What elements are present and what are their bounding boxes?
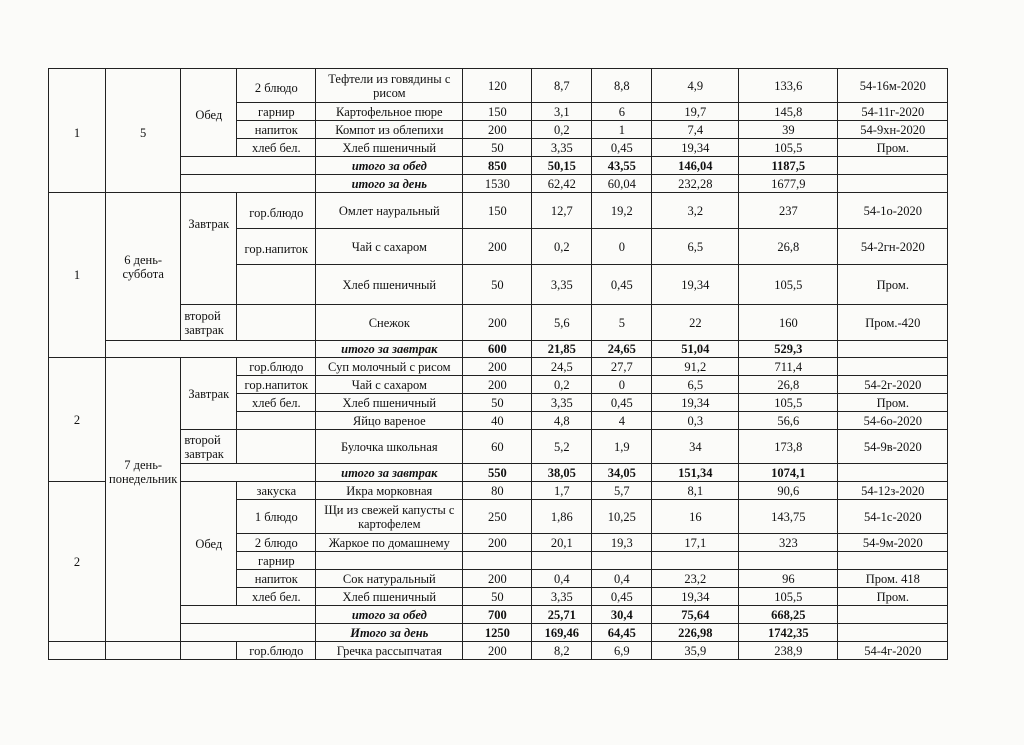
dish-cell — [316, 552, 463, 570]
fat-cell: 1 — [592, 121, 652, 139]
output-cell: 850 — [463, 157, 532, 175]
meal-cell — [181, 642, 237, 660]
carbs-cell: 19,34 — [652, 265, 739, 305]
output-cell: 200 — [463, 642, 532, 660]
fat-cell: 6,9 — [592, 642, 652, 660]
carbs-cell: 6,5 — [652, 229, 739, 265]
empty-cell — [106, 341, 316, 358]
carbs-cell: 75,64 — [652, 606, 739, 624]
energy-cell: 105,5 — [739, 588, 838, 606]
protein-cell: 0,2 — [532, 376, 592, 394]
recipe-cell: 54-2г-2020 — [838, 376, 948, 394]
carbs-cell: 35,9 — [652, 642, 739, 660]
empty-cell — [181, 175, 316, 193]
table-row — [49, 606, 948, 624]
energy-cell: 1742,35 — [739, 624, 838, 642]
category-cell: гарнир — [237, 552, 316, 570]
fat-cell: 5,7 — [592, 482, 652, 500]
week-day-cell: 6 день-суббота — [106, 193, 181, 341]
category-cell: напиток — [237, 121, 316, 139]
recipe-cell: 54-1с-2020 — [838, 500, 948, 534]
recipe-cell: 54-9хн-2020 — [838, 121, 948, 139]
fat-cell: 0,4 — [592, 570, 652, 588]
dish-cell: Компот из облепихи — [316, 121, 463, 139]
energy-cell: 711,4 — [739, 358, 838, 376]
fat-cell: 34,05 — [592, 464, 652, 482]
output-cell: 200 — [463, 376, 532, 394]
fat-cell: 6 — [592, 103, 652, 121]
fat-cell: 4 — [592, 412, 652, 430]
category-cell: 2 блюдо — [237, 534, 316, 552]
dish-cell: Сок натуральный — [316, 570, 463, 588]
category-cell: гор.напиток — [237, 376, 316, 394]
empty-cell — [181, 157, 316, 175]
carbs-cell: 4,9 — [652, 69, 739, 103]
carbs-cell: 34 — [652, 430, 739, 464]
dish-cell: Булочка школьная — [316, 430, 463, 464]
output-cell: 200 — [463, 570, 532, 588]
output-cell — [463, 552, 532, 570]
category-cell — [237, 305, 316, 341]
energy-cell: 90,6 — [739, 482, 838, 500]
table-row — [49, 69, 948, 103]
dish-cell: Хлеб пшеничный — [316, 139, 463, 157]
fat-cell: 8,8 — [592, 69, 652, 103]
fat-cell: 60,04 — [592, 175, 652, 193]
output-cell: 600 — [463, 341, 532, 358]
protein-cell: 62,42 — [532, 175, 592, 193]
protein-cell: 1,7 — [532, 482, 592, 500]
meal-cell: Обед — [181, 482, 237, 606]
recipe-cell: 54-9м-2020 — [838, 534, 948, 552]
table-row — [49, 624, 948, 642]
category-cell: напиток — [237, 570, 316, 588]
recipe-cell: 54-9в-2020 — [838, 430, 948, 464]
carbs-cell: 6,5 — [652, 376, 739, 394]
energy-cell: 323 — [739, 534, 838, 552]
fat-cell: 30,4 — [592, 606, 652, 624]
day-total-label: Итого за день — [316, 624, 463, 642]
lunch-total-label: итого за обед — [316, 157, 463, 175]
carbs-cell: 16 — [652, 500, 739, 534]
recipe-cell: Пром. 418 — [838, 570, 948, 588]
fat-cell: 24,65 — [592, 341, 652, 358]
fat-cell: 19,3 — [592, 534, 652, 552]
category-cell: хлеб бел. — [237, 588, 316, 606]
energy-cell: 173,8 — [739, 430, 838, 464]
protein-cell: 3,35 — [532, 588, 592, 606]
dish-cell: Омлет науральный — [316, 193, 463, 229]
protein-cell: 24,5 — [532, 358, 592, 376]
energy-cell: 39 — [739, 121, 838, 139]
protein-cell: 3,35 — [532, 394, 592, 412]
table-row — [49, 341, 948, 358]
protein-cell: 38,05 — [532, 464, 592, 482]
recipe-cell: Пром. — [838, 265, 948, 305]
category-cell — [237, 265, 316, 305]
recipe-cell: 54-1о-2020 — [838, 193, 948, 229]
recipe-cell: 54-11г-2020 — [838, 103, 948, 121]
output-cell: 120 — [463, 69, 532, 103]
energy-cell: 160 — [739, 305, 838, 341]
recipe-cell — [838, 175, 948, 193]
energy-cell: 237 — [739, 193, 838, 229]
lunch-total-label: итого за обед — [316, 606, 463, 624]
breakfast-total-label: итого за завтрак — [316, 464, 463, 482]
protein-cell: 5,6 — [532, 305, 592, 341]
day-number-cell: 1 — [49, 69, 106, 193]
energy-cell: 145,8 — [739, 103, 838, 121]
breakfast-total-label: итого за завтрак — [316, 341, 463, 358]
dish-cell: Хлеб пшеничный — [316, 588, 463, 606]
recipe-cell — [838, 464, 948, 482]
dish-cell: Яйцо вареное — [316, 412, 463, 430]
energy-cell: 105,5 — [739, 394, 838, 412]
protein-cell: 169,46 — [532, 624, 592, 642]
category-cell: гор.блюдо — [237, 193, 316, 229]
empty-cell — [181, 606, 316, 624]
carbs-cell — [652, 552, 739, 570]
menu-table — [48, 68, 948, 660]
energy-cell: 668,25 — [739, 606, 838, 624]
output-cell: 700 — [463, 606, 532, 624]
meal-cell: Завтрак — [181, 193, 237, 305]
carbs-cell: 17,1 — [652, 534, 739, 552]
dish-cell: Картофельное пюре — [316, 103, 463, 121]
meal-cell: Обед — [181, 69, 237, 157]
energy-cell: 26,8 — [739, 376, 838, 394]
category-cell: гор.напиток — [237, 229, 316, 265]
carbs-cell: 3,2 — [652, 193, 739, 229]
energy-cell: 1187,5 — [739, 157, 838, 175]
table-row — [49, 482, 948, 500]
fat-cell: 10,25 — [592, 500, 652, 534]
category-cell: гарнир — [237, 103, 316, 121]
dish-cell: Гречка рассыпчатая — [316, 642, 463, 660]
protein-cell: 1,86 — [532, 500, 592, 534]
recipe-cell: 54-2гн-2020 — [838, 229, 948, 265]
dish-cell: Жаркое по домашнему — [316, 534, 463, 552]
recipe-cell: Пром. — [838, 394, 948, 412]
empty-cell — [181, 624, 316, 642]
energy-cell: 26,8 — [739, 229, 838, 265]
energy-cell — [739, 552, 838, 570]
fat-cell: 0,45 — [592, 265, 652, 305]
dish-cell: Снежок — [316, 305, 463, 341]
output-cell: 1530 — [463, 175, 532, 193]
table-row — [49, 358, 948, 376]
fat-cell: 0 — [592, 229, 652, 265]
energy-cell: 105,5 — [739, 139, 838, 157]
recipe-cell: 54-6о-2020 — [838, 412, 948, 430]
table-row — [49, 464, 948, 482]
protein-cell: 0,2 — [532, 229, 592, 265]
fat-cell: 19,2 — [592, 193, 652, 229]
protein-cell: 0,4 — [532, 570, 592, 588]
table-row — [49, 193, 948, 229]
output-cell: 50 — [463, 588, 532, 606]
meal-cell: Завтрак — [181, 358, 237, 430]
category-cell — [237, 412, 316, 430]
table-row — [49, 175, 948, 193]
carbs-cell: 8,1 — [652, 482, 739, 500]
recipe-cell: 54-16м-2020 — [838, 69, 948, 103]
output-cell: 150 — [463, 103, 532, 121]
energy-cell: 143,75 — [739, 500, 838, 534]
category-cell: закуска — [237, 482, 316, 500]
output-cell: 80 — [463, 482, 532, 500]
carbs-cell: 226,98 — [652, 624, 739, 642]
table-row — [49, 157, 948, 175]
output-cell: 50 — [463, 139, 532, 157]
day-number-cell: 2 — [49, 358, 106, 482]
recipe-cell: 54-4г-2020 — [838, 642, 948, 660]
output-cell: 60 — [463, 430, 532, 464]
carbs-cell: 22 — [652, 305, 739, 341]
recipe-cell: Пром. — [838, 139, 948, 157]
fat-cell: 64,45 — [592, 624, 652, 642]
protein-cell: 4,8 — [532, 412, 592, 430]
carbs-cell: 151,34 — [652, 464, 739, 482]
protein-cell: 3,35 — [532, 265, 592, 305]
protein-cell — [532, 552, 592, 570]
output-cell: 550 — [463, 464, 532, 482]
fat-cell: 0,45 — [592, 394, 652, 412]
carbs-cell: 91,2 — [652, 358, 739, 376]
fat-cell — [592, 552, 652, 570]
protein-cell: 3,35 — [532, 139, 592, 157]
output-cell: 200 — [463, 305, 532, 341]
table-row — [49, 305, 948, 341]
dish-cell: Чай с сахаром — [316, 376, 463, 394]
output-cell: 200 — [463, 358, 532, 376]
empty-cell — [181, 464, 316, 482]
recipe-cell: Пром.-420 — [838, 305, 948, 341]
fat-cell: 43,55 — [592, 157, 652, 175]
protein-cell: 8,2 — [532, 642, 592, 660]
protein-cell: 50,15 — [532, 157, 592, 175]
week-day-cell: 5 — [106, 69, 181, 193]
output-cell: 50 — [463, 394, 532, 412]
carbs-cell: 0,3 — [652, 412, 739, 430]
carbs-cell: 19,34 — [652, 588, 739, 606]
protein-cell: 3,1 — [532, 103, 592, 121]
dish-cell: Хлеб пшеничный — [316, 394, 463, 412]
dish-cell: Тефтели из говядины с рисом — [316, 69, 463, 103]
protein-cell: 12,7 — [532, 193, 592, 229]
output-cell: 150 — [463, 193, 532, 229]
carbs-cell: 232,28 — [652, 175, 739, 193]
category-cell: гор.блюдо — [237, 642, 316, 660]
carbs-cell: 146,04 — [652, 157, 739, 175]
output-cell: 200 — [463, 121, 532, 139]
recipe-cell — [838, 358, 948, 376]
output-cell: 200 — [463, 534, 532, 552]
recipe-cell: Пром. — [838, 588, 948, 606]
protein-cell: 25,71 — [532, 606, 592, 624]
dish-cell: Щи из свежей капусты с картофелем — [316, 500, 463, 534]
energy-cell: 56,6 — [739, 412, 838, 430]
protein-cell: 21,85 — [532, 341, 592, 358]
category-cell: гор.блюдо — [237, 358, 316, 376]
output-cell: 250 — [463, 500, 532, 534]
table-row — [49, 430, 948, 464]
recipe-cell — [838, 624, 948, 642]
category-cell — [237, 430, 316, 464]
day-number-cell — [49, 642, 106, 660]
dish-cell: Чай с сахаром — [316, 229, 463, 265]
dish-cell: Хлеб пшеничный — [316, 265, 463, 305]
fat-cell: 0,45 — [592, 139, 652, 157]
recipe-cell — [838, 157, 948, 175]
output-cell: 200 — [463, 229, 532, 265]
energy-cell: 1677,9 — [739, 175, 838, 193]
carbs-cell: 23,2 — [652, 570, 739, 588]
day-number-cell: 1 — [49, 193, 106, 358]
carbs-cell: 7,4 — [652, 121, 739, 139]
day-number-cell: 2 — [49, 482, 106, 642]
category-cell: 1 блюдо — [237, 500, 316, 534]
energy-cell: 133,6 — [739, 69, 838, 103]
carbs-cell: 51,04 — [652, 341, 739, 358]
fat-cell: 0,45 — [592, 588, 652, 606]
day-total-label: итого за день — [316, 175, 463, 193]
protein-cell: 8,7 — [532, 69, 592, 103]
fat-cell: 1,9 — [592, 430, 652, 464]
energy-cell: 529,3 — [739, 341, 838, 358]
dish-cell: Икра морковная — [316, 482, 463, 500]
recipe-cell — [838, 552, 948, 570]
carbs-cell: 19,7 — [652, 103, 739, 121]
category-cell: хлеб бел. — [237, 394, 316, 412]
recipe-cell: 54-12з-2020 — [838, 482, 948, 500]
recipe-cell — [838, 341, 948, 358]
protein-cell: 20,1 — [532, 534, 592, 552]
energy-cell: 96 — [739, 570, 838, 588]
output-cell: 40 — [463, 412, 532, 430]
carbs-cell: 19,34 — [652, 139, 739, 157]
energy-cell: 238,9 — [739, 642, 838, 660]
protein-cell: 5,2 — [532, 430, 592, 464]
recipe-cell — [838, 606, 948, 624]
week-day-cell: 7 день-понедельник — [106, 358, 181, 642]
fat-cell: 5 — [592, 305, 652, 341]
energy-cell: 105,5 — [739, 265, 838, 305]
category-cell: 2 блюдо — [237, 69, 316, 103]
meal-cell: второй завтрак — [181, 430, 237, 464]
fat-cell: 0 — [592, 376, 652, 394]
fat-cell: 27,7 — [592, 358, 652, 376]
table-row — [49, 642, 948, 660]
output-cell: 50 — [463, 265, 532, 305]
category-cell: хлеб бел. — [237, 139, 316, 157]
carbs-cell: 19,34 — [652, 394, 739, 412]
dish-cell: Суп молочный с рисом — [316, 358, 463, 376]
energy-cell: 1074,1 — [739, 464, 838, 482]
week-day-cell — [106, 642, 181, 660]
protein-cell: 0,2 — [532, 121, 592, 139]
output-cell: 1250 — [463, 624, 532, 642]
meal-cell: второй завтрак — [181, 305, 237, 341]
